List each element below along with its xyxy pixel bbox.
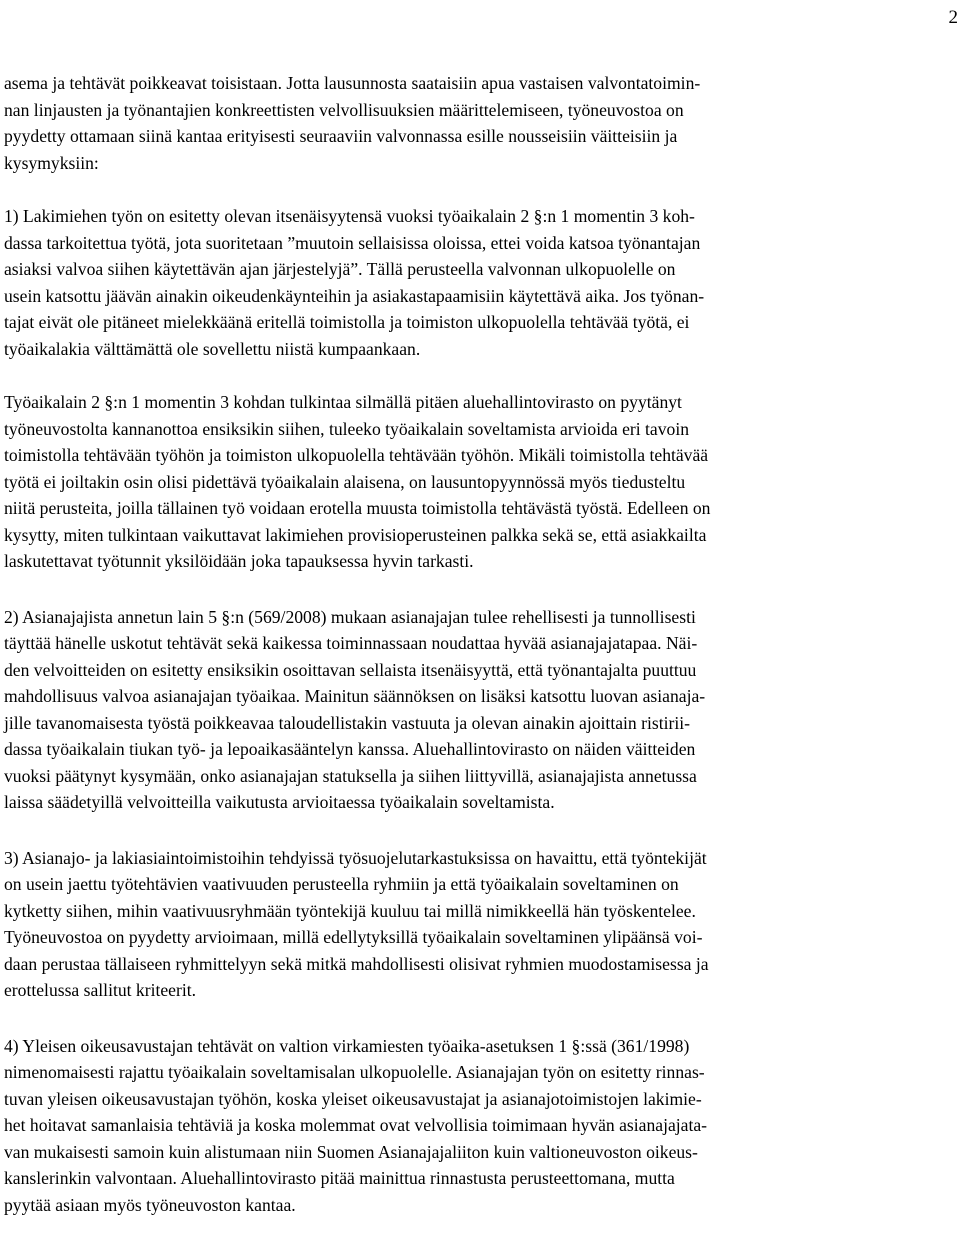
text-line: 1) Lakimiehen työn on esitetty olevan itsenäisyytensä vuoksi työaikalain 2 §:n 1 momentin 3 koh- <box>4 206 695 226</box>
paragraph <box>4 845 954 1004</box>
text-line: tajat eivät ole pitäneet mielekkäänä eritellä toimistolla ja toimiston ulkopuolella tehtävää työtä, ei <box>4 312 690 332</box>
text-line: erottelussa sallitut kriteerit. <box>4 980 197 1000</box>
text-line: 4) Yleisen oikeusavustajan tehtävät on valtion virkamiesten työaika-asetuksen 1 §:ssä (361/1998) <box>4 1035 690 1056</box>
text-line: kysymyksiin: <box>4 152 99 173</box>
text-line: jille tavanomaisesta työstä poikkeavaa taloudellistakin vastuuta ja olevan ainakin ajoittain ristirii- <box>4 712 690 733</box>
paragraph <box>4 70 954 176</box>
paragraph <box>4 203 954 362</box>
text-line: kanslerinkin valvontaan. Aluehallintovirasto pitää mainittua rinnastusta perusteettomana, mutta <box>4 1168 675 1188</box>
text-line: kytketty siihen, mihin vaativuusryhmään työntekijä kuuluu tai millä nimikkeellä hän työskentelee. <box>4 900 696 921</box>
paragraph <box>4 1033 954 1219</box>
text-line: van mukaisesti samoin kuin alistumaan niin Suomen Asianajajaliiton kuin valtioneuvoston oikeus- <box>4 1141 698 1162</box>
text-line: laissa säädetyillä velvoitteilla vaikutusta arvioitaessa työaikalain soveltamista. <box>4 792 555 812</box>
text-line: niitä perusteita, joilla tällainen työ voidaan erotella muusta toimistolla tehtävästä työstä. Edelleen on <box>4 498 711 518</box>
document-body <box>4 70 954 1218</box>
page-number: 2 <box>948 7 958 28</box>
text-line: mahdollisuus valvoa asianajajan työaikaa. Mainitun säännöksen on lisäksi katsottu luovan asianaja- <box>4 686 706 706</box>
text-line: 3) Asianajo- ja lakiasiaintoimistoihin tehdyissä työsuojelutarkastuksissa on havaittu, että työntekijät <box>4 847 707 868</box>
paragraph <box>4 604 954 816</box>
text-line: daan perustaa tällaiseen ryhmittelyyn sekä mitkä mahdollisesti olisivat ryhmien muodostamisessa ja <box>4 953 709 974</box>
text-line: pyydetty ottamaan siinä kantaa erityisesti seuraaviin valvonnassa esille nousseisiin väitteisiin ja <box>4 126 678 146</box>
text-line: dassa työaikalain tiukan työ- ja lepoaikasääntelyn kanssa. Aluehallintovirasto on näiden väitteiden <box>4 739 696 759</box>
text-line: toimistolla tehtävään työhön ja toimiston ulkopuolella tehtävään työhön. Mikäli toimistolla tehtävää <box>4 445 709 465</box>
text-line: het hoitavat samanlaisia tehtäviä ja koska molemmat ovat velvollisia toimimaan hyvän asianajajata- <box>4 1115 708 1135</box>
text-line: työaikalakia välttämättä ole sovellettu niistä kumpaankaan. <box>4 338 421 359</box>
text-line: työneuvostolta kannanottoa ensiksikin siihen, tuleeko työaikalain soveltamista arvioida eri tavoin <box>4 418 690 439</box>
paragraph <box>4 389 954 575</box>
text-line: tuvan yleisen oikeusavustajan työhön, koska yleiset oikeusavustajat ja asianajotoimistojen lakimie- <box>4 1088 702 1109</box>
text-line: pyytää asiaan myös työneuvoston kantaa. <box>4 1194 296 1215</box>
text-line: asema ja tehtävät poikkeavat toisistaan. Jotta lausunnosta saataisiin apua vastaisen valvontatoimin- <box>4 73 701 93</box>
text-line: laskutettavat työtunnit yksilöidään joka tapauksessa hyvin tarkasti. <box>4 551 474 571</box>
text-line: nimenomaisesti rajattu työaikalain soveltamisalan ulkopuolelle. Asianajajan työn on esitetty rinnas- <box>4 1062 705 1082</box>
text-line: vuoksi päätynyt kysymään, onko asianajajan statuksella ja siihen liittyvillä, asianajajista annetussa <box>4 765 697 786</box>
text-line: den velvoitteiden on esitetty ensiksikin osoittavan sellaista itsenäisyyttä, että työnantajalta puuttuu <box>4 659 697 680</box>
text-line: nan linjausten ja työnantajien konkreettisten velvollisuuksien määrittelemiseen, työneuvostoa on <box>4 99 684 120</box>
text-line: Työneuvostoa on pyydetty arvioimaan, millä edellytyksillä työaikalain soveltaminen ylipäänsä voi- <box>4 927 703 947</box>
text-line: on usein jaettu työtehtävien vaativuuden perusteella ryhmiin ja että työaikalain soveltaminen on <box>4 874 679 894</box>
text-line: asiaksi valvoa siihen käytettävän ajan järjestelyjä”. Tällä perusteella valvonnan ulkopuolelle on <box>4 259 676 279</box>
text-line: usein katsottu jäävän ainakin oikeudenkäynteihin ja asiakastapaamisiin käytettävä aika. Jos työnan- <box>4 285 705 306</box>
text-line: kysytty, miten tulkintaan vaikuttavat lakimiehen provisioperusteinen palkka sekä se, että asiakkailta <box>4 524 707 545</box>
text-line: 2) Asianajajista annetun lain 5 §:n (569/2008) mukaan asianajajan tulee rehellisesti ja tunnollisesti <box>4 606 696 627</box>
text-line: Työaikalain 2 §:n 1 momentin 3 kohdan tulkintaa silmällä pitäen aluehallintovirasto on pyytänyt <box>4 392 682 412</box>
text-line: täyttää hänelle uskotut tehtävät sekä kaikessa toiminnassaan noudattaa hyvää asianajajatapaa. Näi- <box>4 633 698 653</box>
text-line: työtä ei joiltakin osin olisi pidettävä työaikalain alaisena, on lausuntopyynnössä myös tiedusteltu <box>4 471 686 492</box>
text-line: dassa tarkoitettua työtä, jota suoritetaan ”muutoin sellaisissa oloissa, ettei voida katsoa työnantajan <box>4 232 701 253</box>
